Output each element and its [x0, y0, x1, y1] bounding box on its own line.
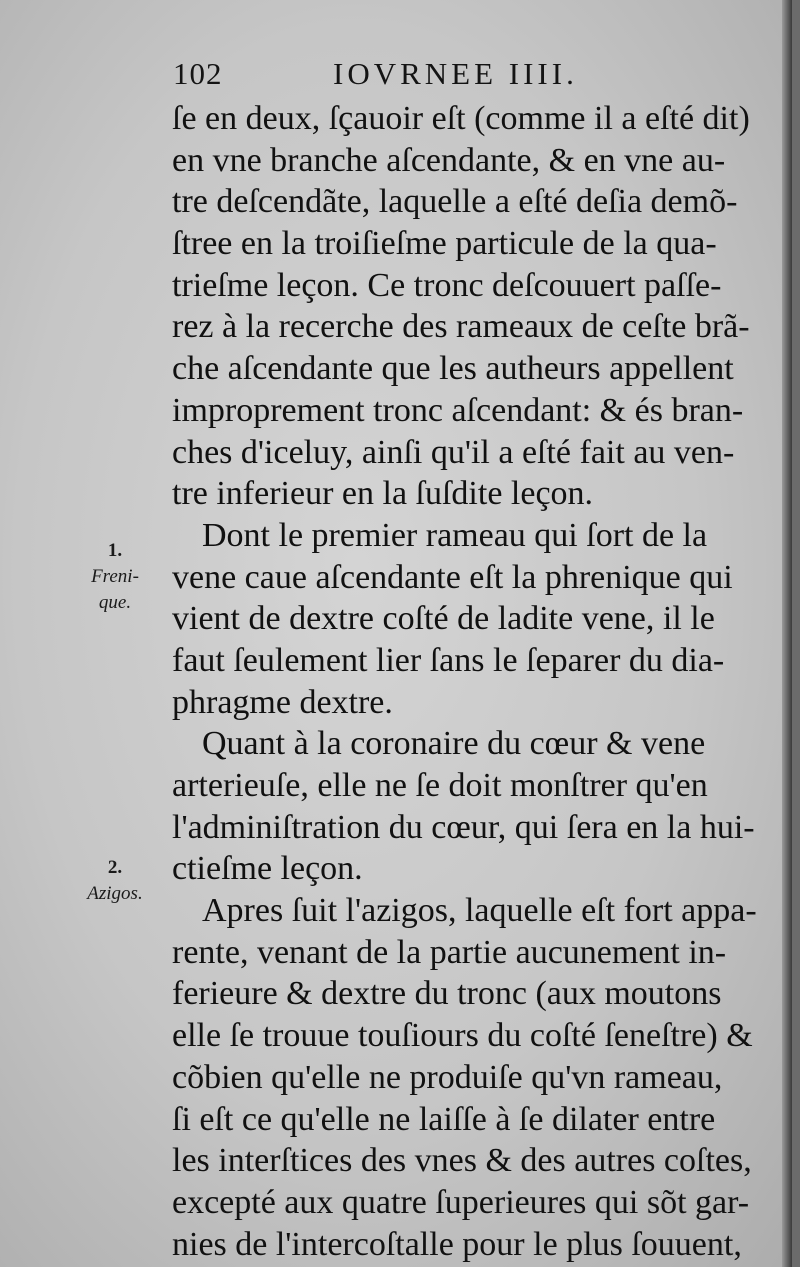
text-line: ctieſme leçon. — [172, 850, 363, 888]
text-line: ſtree en la troiſieſme particule de la qua- — [172, 225, 717, 263]
text-line: faut ſeulement lier ſans le ſeparer du dia- — [172, 641, 725, 679]
running-header — [173, 52, 733, 100]
text-line: tre inferieur en la ſuſdite leçon. — [172, 475, 594, 513]
margin-note-text: que. — [98, 592, 132, 613]
text-line: tre deſcendãte, laquelle a eſté deſia demõ- — [172, 183, 738, 221]
text-line: nies de l'intercoſtalle pour le plus ſouuent, — [172, 1225, 742, 1263]
text-line: l'adminiſtration du cœur, qui ſera en la hui- — [172, 808, 755, 846]
margin-note-text: Azigos. — [87, 883, 143, 904]
margin-note-text: Freni- — [91, 566, 139, 587]
page-number: 102 — [173, 56, 223, 91]
page-edge-shadow — [782, 0, 792, 1267]
body-text — [172, 98, 782, 1265]
text-line: rez à la recerche des rameaux de ceſte brã- — [172, 308, 750, 346]
text-line: vient de dextre coſté de ladite vene, il le — [172, 600, 715, 638]
text-line: ſi eſt ce qu'elle ne laiſſe à ſe dilater entre — [172, 1100, 716, 1138]
text-line: ferieure & dextre du tronc (aux moutons — [172, 975, 722, 1013]
text-line: en vne branche aſcendante, & en vne au- — [172, 141, 726, 179]
text-line: vene caue aſcendante eſt la phrenique qui — [172, 558, 733, 596]
text-line-paragraph-start: Dont le premier rameau qui ſort de la — [202, 516, 708, 554]
margin-note-frenique — [70, 538, 160, 616]
text-line: ches d'iceluy, ainſi qu'il a eſté fait au ven- — [172, 433, 735, 471]
text-line: arterieuſe, elle ne ſe doit monſtrer qu'en — [172, 767, 708, 804]
text-line: les interſtices des vnes & des autres coſtes, — [172, 1142, 752, 1180]
text-line: ſe en deux, ſçauoir eſt (comme il a eſté dit) — [172, 100, 750, 137]
text-line: phragme dextre. — [172, 683, 393, 721]
margin-note-number: 1. — [107, 540, 123, 561]
text-line: improprement tronc aſcendant: & és bran- — [172, 391, 744, 429]
text-line-paragraph-start: Quant à la coronaire du cœur & vene — [202, 725, 706, 763]
margin-note-azigos — [70, 855, 160, 907]
margin-note-number: 2. — [107, 857, 123, 878]
text-line: che aſcendante que les autheurs appellent — [172, 350, 734, 388]
text-line: trieſme leçon. Ce tronc deſcouuert paſſe- — [172, 266, 722, 304]
text-line: elle ſe trouue touſiours du coſté ſeneſtre) & — [172, 1017, 753, 1055]
text-line: excepté aux quatre ſuperieures qui sõt gar- — [172, 1183, 750, 1221]
running-title: IOVRNEE IIII. — [333, 56, 578, 91]
text-line-paragraph-start: Apres ſuit l'azigos, laquelle eſt fort appa- — [202, 892, 757, 930]
text-line: rente, venant de la partie aucunement in- — [172, 933, 727, 971]
text-line: cõbien qu'elle ne produiſe qu'vn rameau, — [172, 1058, 723, 1096]
